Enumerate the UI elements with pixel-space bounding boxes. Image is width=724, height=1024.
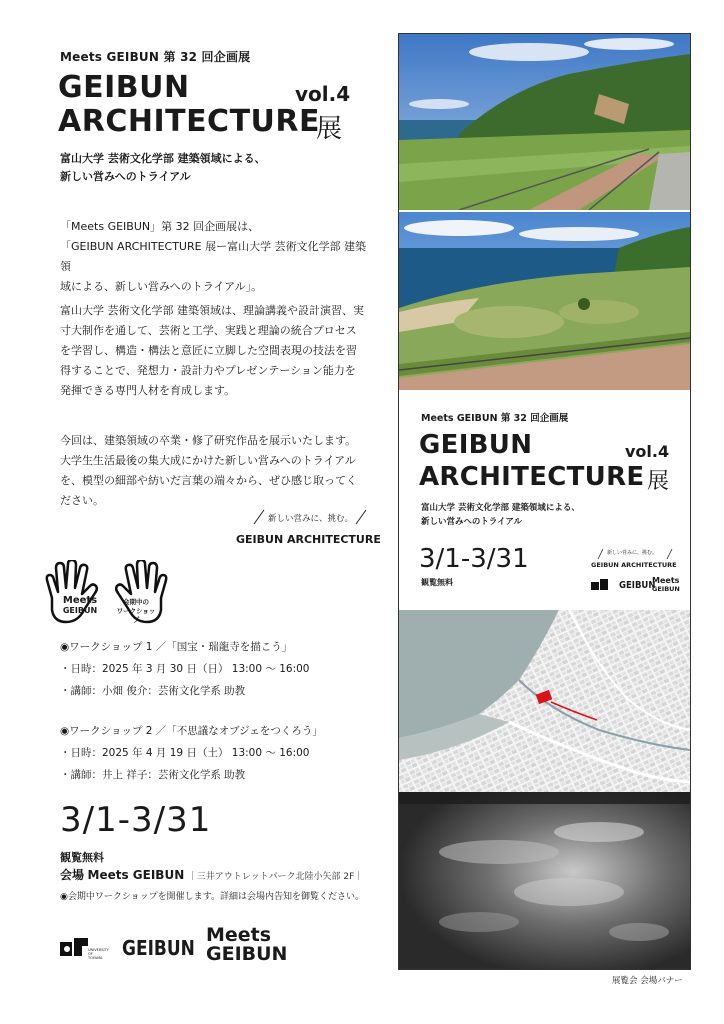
series-label: Meets GEIBUN 第 32 回企画展	[60, 50, 251, 64]
tagline-big: GEIBUN ARCHITECTURE	[236, 533, 381, 546]
banner-subtitle-line1: 富山大学 芸術文化学部 建築領域による、	[421, 503, 580, 513]
title-suffix: 展	[316, 114, 343, 144]
title-line2	[58, 105, 320, 139]
title-line2-text: ARCHITECTURE	[58, 104, 320, 139]
banner-admission: 観覧無料	[421, 578, 453, 587]
workshop-2-title: ◉ワークショップ 2 ／「不思議なオブジェをつくろう」	[60, 725, 323, 737]
banner-photo-senmaida	[399, 212, 690, 390]
hands-right-text	[116, 598, 156, 625]
banner-subtitle-line2: 新しい営みへのトライアル	[421, 517, 522, 527]
banner-subtitle	[421, 501, 580, 529]
workshop-2	[60, 720, 323, 786]
banner-title-line1: GEIBUN	[419, 430, 533, 460]
p2-line: 寸大制作を通して、芸術と工学、実践と理論の統合プロセス	[60, 324, 357, 337]
paragraph-3	[60, 431, 370, 511]
workshop-2-lecturer: ・講師：井上 祥子：芸術文化学系 助教	[60, 769, 246, 781]
meets-logo-line1: Meets	[206, 924, 272, 946]
p2-line: を学習し、構造・構法と意匠に立脚した空間表現の技法を習	[60, 344, 357, 357]
banner-caption: 展覧会 会場バナー	[612, 976, 683, 986]
vol-label: vol.4	[295, 82, 351, 106]
banner-series: Meets GEIBUN 第 32 回企画展	[421, 413, 569, 424]
paragraph-1	[60, 217, 370, 297]
p1-line: 域による、新しい営みへのトライアル」。	[60, 280, 263, 293]
geibun-logo: GEIBUN	[122, 936, 195, 960]
meets-geibun-logo	[206, 926, 287, 964]
banner-geibun-logo: GEIBUN	[619, 580, 656, 591]
venue-address: ｜三井アウトレットパーク北陸小矢部 2F｜	[187, 872, 364, 882]
banner-tagline-small: 新しい営みに、挑む。	[607, 550, 658, 556]
title-line1: GEIBUN	[58, 70, 190, 105]
tagline-small: 新しい営みに、挑む。	[268, 514, 354, 524]
subtitle	[60, 150, 266, 186]
banner-photo-terraces	[399, 34, 690, 210]
hands-left-text-1: Meets	[62, 595, 98, 606]
university-logo-text: UNIVERSITY OF TOYAMA	[88, 948, 109, 960]
p3-line: 大学生生活最後の集大成にかけた新しい営みへのトライアル	[60, 454, 356, 467]
hands-logo	[44, 560, 169, 635]
venue-name: Meets GEIBUN	[87, 868, 185, 882]
meets-logo-line2: GEIBUN	[206, 943, 288, 965]
p2-line: 富山大学 芸術文化学部 建築領域は、理論講義や設計演習、実	[60, 304, 364, 317]
exhibition-date: 3/1-3/31	[60, 800, 212, 840]
banner-title-line2: ARCHITECTURE	[419, 462, 645, 492]
paragraph-2	[60, 301, 370, 401]
banner-date: 3/1-3/31	[419, 544, 529, 574]
banner-meets-logo	[652, 577, 680, 593]
banner-vol: vol.4	[625, 442, 670, 461]
workshop-1	[60, 636, 309, 702]
banner-map	[399, 610, 690, 792]
banner-meets-line2: GEIBUN	[652, 585, 680, 593]
banner-title-suffix: 展	[647, 469, 670, 494]
subtitle-line2: 新しい営みへのトライアル	[60, 170, 191, 183]
hands-right-text-2: ワークショップ	[116, 607, 156, 624]
admission-free: 観覧無料	[60, 851, 104, 864]
hands-right-text-1: 会期中の	[123, 598, 149, 606]
workshop-1-lecturer: ・講師：小畑 俊介：芸術文化学系 助教	[60, 685, 246, 697]
banner-photo-water	[399, 792, 690, 969]
workshop-note: ◉会期中ワークショップを開催します。詳細は会場内告知を御覧ください。	[60, 892, 364, 902]
workshop-1-title: ◉ワークショップ 1 ／「国宝・瑞龍寺を描こう」	[60, 641, 293, 653]
p3-line: ださい。	[60, 494, 104, 507]
p3-line: 今回は、建築領域の卒業・修了研究作品を展示いたします。	[60, 434, 357, 447]
hands-left-text-2: GEIBUN	[62, 606, 98, 615]
venue-label: 会場	[60, 868, 85, 882]
p2-line: 得することで、発想力・設計力やプレゼンテーション能力を	[60, 364, 356, 377]
banner-tagline-big: GEIBUN ARCHITECTURE	[591, 561, 677, 569]
p1-line: 「GEIBUN ARCHITECTURE 展ー富山大学 芸術文化学部 建築領	[60, 240, 367, 273]
p1-line: 「Meets GEIBUN」第 32 回企画展は、	[60, 220, 260, 233]
banner-meets-line1: Meets	[652, 576, 680, 585]
p2-line: 発揮できる専門人材を育成します。	[60, 384, 236, 397]
subtitle-line1: 富山大学 芸術文化学部 建築領域による、	[60, 152, 266, 165]
banner-university-icon	[591, 579, 611, 593]
hands-left-text	[60, 596, 100, 616]
workshop-2-date: ・日時：2025 年 4 月 19 日（土） 13:00 ～ 16:00	[60, 747, 310, 759]
workshop-1-date: ・日時：2025 年 3 月 30 日（日） 13:00 ～ 16:00	[60, 663, 310, 675]
venue-line	[60, 866, 363, 883]
exhibition-banner	[398, 33, 691, 970]
university-logo	[58, 934, 109, 964]
p3-line: を、模型の細部や紡いだ言葉の端々から、ぜひ感じ取ってく	[60, 474, 357, 487]
